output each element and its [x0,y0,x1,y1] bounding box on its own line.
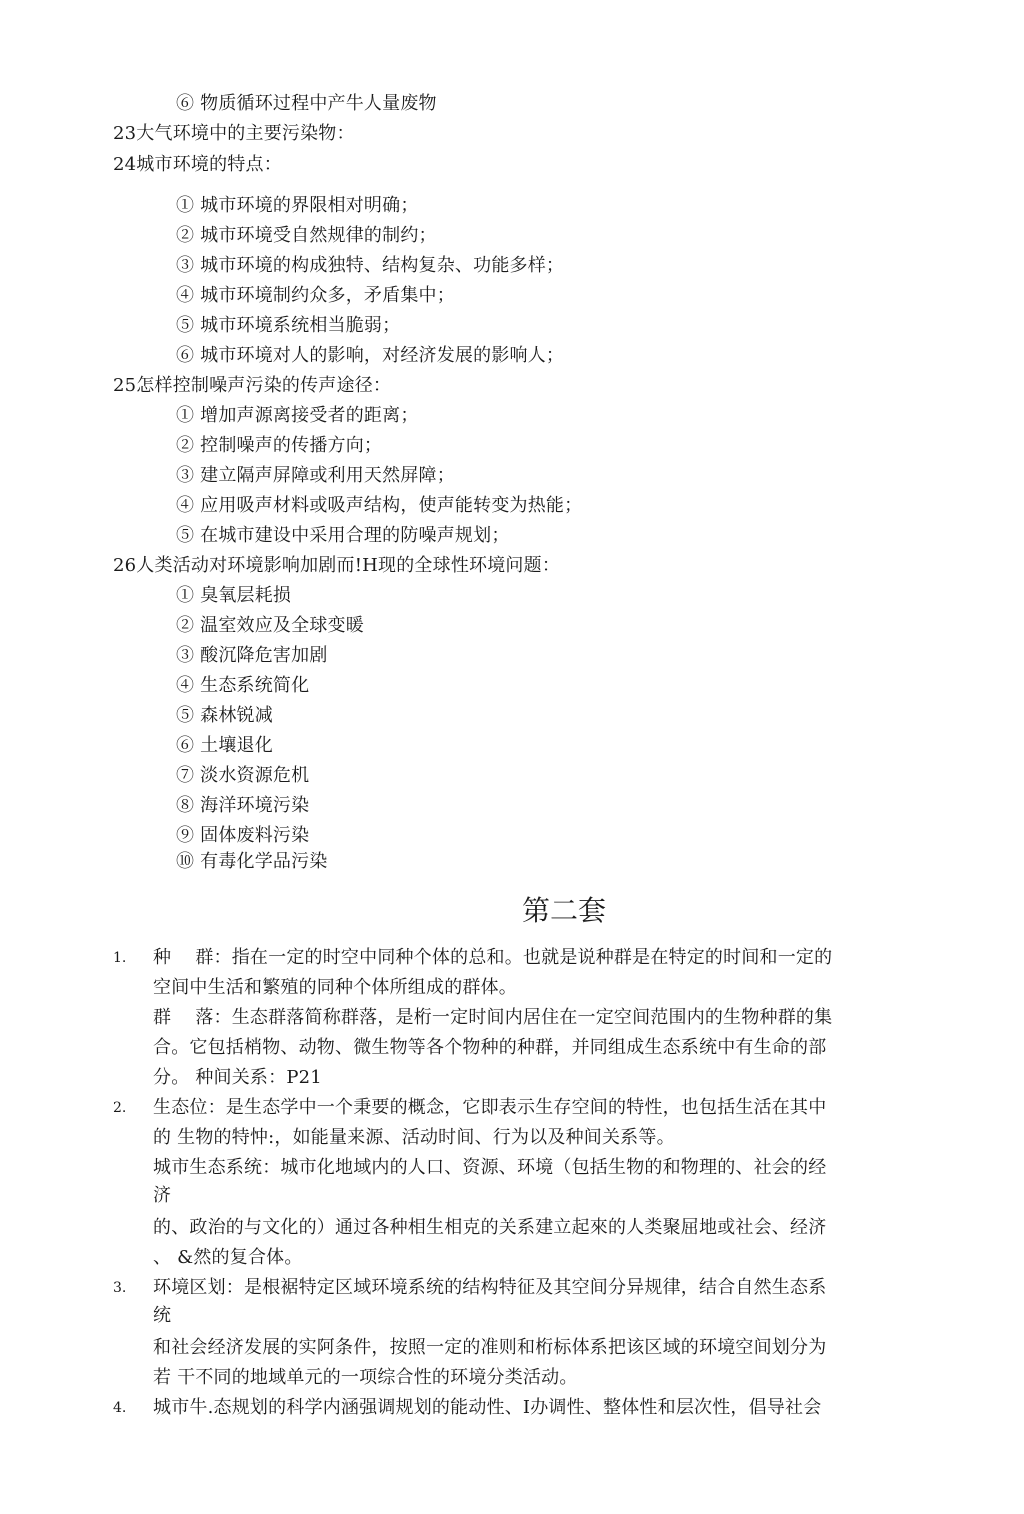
list-item: ⑥ 城市环境对人的影响，对经济发展的影响人； [176,345,565,366]
list-item: ⑥ 土壤退化 [176,735,273,756]
list-item: ① 臭氧层耗损 [176,585,292,606]
list-item: ② 控制噪声的传播方向； [176,435,383,456]
paragraph-line: 城市生态系统：城市化地域内的人口、资源、环境（包括生物的和物理的、社会的经 [153,1157,827,1178]
item-number: 2. [113,1100,127,1116]
paragraph-line: 合。它包括梢物、动物、微生物等各个物种的种群，并同组成生态系统中有生命的部 [153,1037,827,1058]
question-heading: 25怎样控制噪声污染的传声途径： [113,375,392,396]
question-heading: 26人类活动对环境影响加剧而!H现的全球性环境问题： [113,555,561,576]
list-item: ④ 应用吸声材料或吸声结构，使声能转变为热能； [176,495,583,516]
list-item: ⑦ 淡水资源危机 [176,765,310,786]
list-item: ④ 生态系统简化 [176,675,310,696]
paragraph-line: 的 生物的特忡:，如能量来源、活动时间、行为以及种间关系等。 [153,1127,675,1148]
list-item: ② 城市环境受自然规律的制约； [176,225,437,246]
paragraph-line: 种 群：指在一定的时空中同种个体的总和。也就是说种群是在特定的时间和一定的 [153,947,833,968]
item-number: 4. [113,1400,127,1416]
paragraph-line: 和社会经济发展的实阿条件，按照一定的准则和桁标体系把该区域的环境空间划分为 [153,1337,827,1358]
section-title: 第二套 [521,894,606,927]
list-item: ③ 城市环境的构成独特、结构复杂、功能多样； [176,255,565,276]
paragraph-line: 、 &然的复合体。 [153,1247,303,1268]
list-item: ⑤ 森林锐减 [176,705,273,726]
list-item: ③ 酸沉降危害加剧 [176,645,328,666]
list-item: ⑤ 在城市建设中采用合理的防噪声规划； [176,525,510,546]
list-item: ⑧ 海洋环境污染 [176,795,310,816]
paragraph-line: 生态位：是生态学中一个秉要的概念，它即表示生存空间的特性，也包括生活在其中 [153,1097,827,1118]
item-number: 1. [113,950,127,966]
list-item: ③ 建立隔声屏障或利用天然屏障； [176,465,455,486]
list-item: ⑩ 有毒化学品污染 [176,851,328,872]
paragraph-line: 若 干不同的地域单元的一项综合性的环境分类活动。 [153,1367,578,1388]
item-number: 3. [113,1280,127,1296]
list-item: ① 增加声源离接受者的距离； [176,405,419,426]
list-item: ① 城市环境的界限相对明确； [176,195,419,216]
paragraph-line: 环境区划：是根裾特定区域环境系统的结构特征及其空间分异规律，结合自然生态系 [153,1277,827,1298]
paragraph-line: 分。 种间关系：P21 [153,1067,322,1088]
paragraph-line: 城市牛.态规划的科学内涵强调规划的能动性、I办调性、整体性和层次性，倡导社会 [153,1397,822,1418]
list-item: ⑤ 城市环境系统相当脆弱； [176,315,401,336]
paragraph-line: 统 [153,1305,172,1326]
paragraph-line: 济 [153,1185,172,1206]
paragraph-line: 群 落：生态群落简称群落，是桁一定时间内居住在一定空间范围内的生物种群的集 [153,1007,833,1028]
list-item: ② 温室效应及全球变暖 [176,615,364,636]
list-item: ⑥ 物质循环过程中产牛人量废物 [176,93,437,114]
list-item: ⑨ 固体废料污染 [176,825,310,846]
question-heading: 23大气环境中的主要污染物： [113,123,355,144]
question-heading: 24城市环境的特点： [113,154,282,175]
paragraph-line: 空间中生活和繁殖的同种个体所组成的群体。 [153,977,517,998]
paragraph-line: 的、政治的与文化的）通过各种相生相克的关系建立起來的人类聚屈地或社会、经济 [153,1217,827,1238]
list-item: ④ 城市环境制约众多，矛盾集中； [176,285,455,306]
